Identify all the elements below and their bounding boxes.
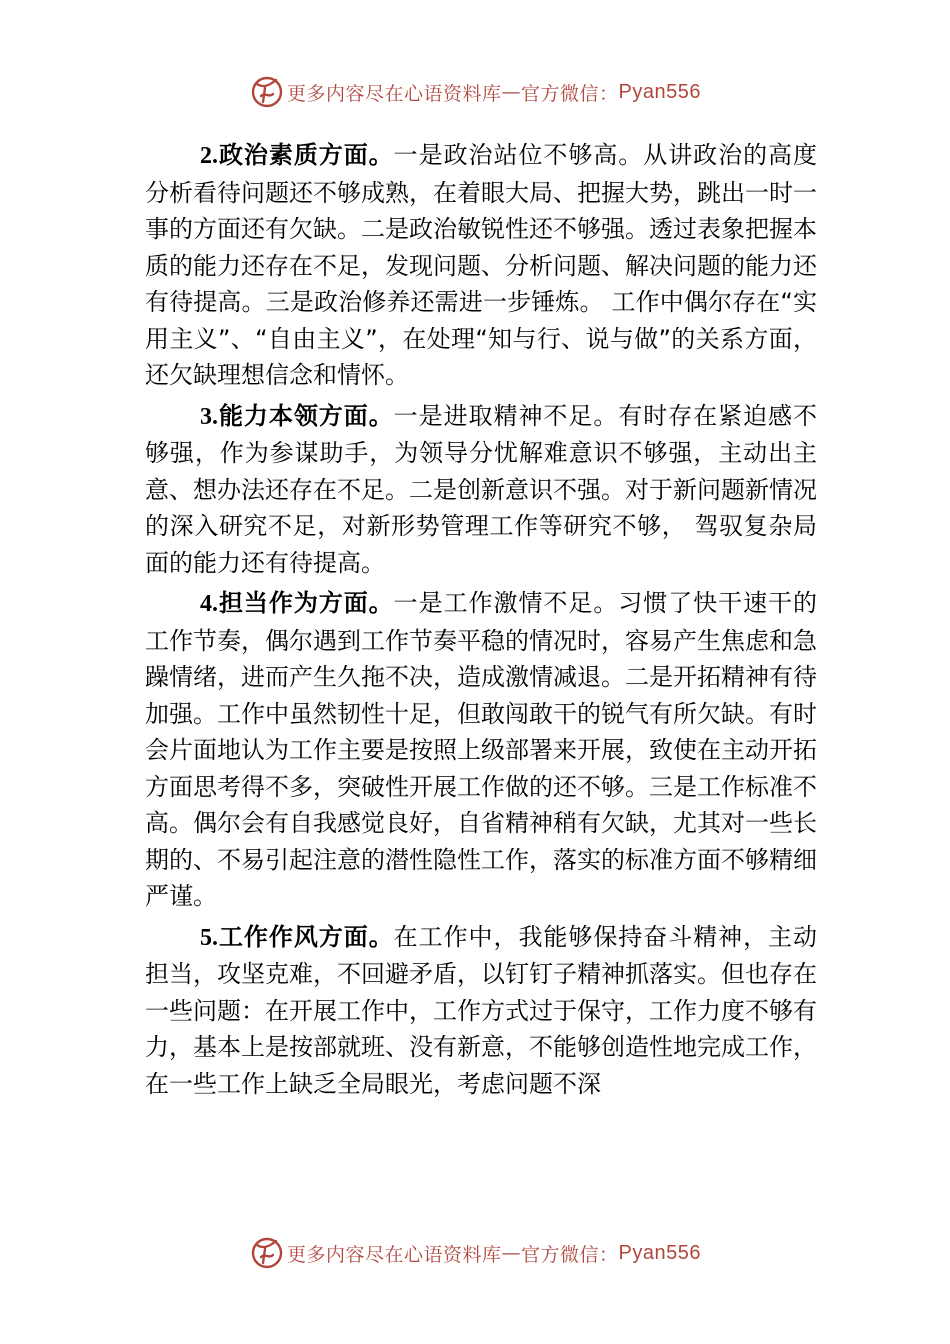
- section-body: 一是政治站位不够高。从讲政治的高度分析看待问题还不够成熟，在着眼大局、把握大势，跳出一时一事的方面还有欠缺。二是政治敏锐性还不够强。透过表象把握本质的能力还存在不足，发现问题、分析问题、解决问题的能力还有待提高。三是政治修养还需进一步锤炼。 工作中偶尔存在“实用主义”、“自由主义”，在处理“知与行、说与做”的关系方面，还欠缺理想信念和情怀。: [145, 141, 818, 389]
- section-number: 4.: [200, 591, 218, 617]
- watermark-separator: —: [501, 1242, 522, 1264]
- section-ability: [145, 398, 817, 582]
- logo-icon: [249, 1235, 285, 1271]
- watermark-wechat-id: Pyan556: [618, 80, 701, 103]
- section-number: 2.: [200, 143, 218, 169]
- logo-icon: [249, 74, 285, 110]
- watermark-separator: —: [501, 81, 522, 103]
- section-work-style: [145, 919, 817, 1103]
- section-body: 在工作中，我能够保持奋斗精神，主动担当，攻坚克难，不回避矛盾，以钉钉子精神抓落实。但也存在一些问题：在开展工作中，工作方式过于保守，工作力度不够有力，基本上是按部就班、没有新意，不能够创造性地完成工作，在一些工作上缺乏全局眼光，考虑问题不深: [145, 922, 818, 1098]
- document-body: [145, 137, 817, 1106]
- section-heading: 能力本领方面。: [218, 401, 394, 430]
- watermark-wechat-label: 官方微信：: [521, 1243, 619, 1266]
- section-number: 3.: [200, 403, 218, 430]
- section-body: 一是进取精神不足。有时存在紧迫感不够强，作为参谋助手，为领导分忧解难意识不够强，主动出主意、想办法还存在不足。二是创新意识不强。对于新问题新情况的深入研究不足，对新形势管理工作等研究不够， 驾驭复杂局面的能力还有待提高。: [145, 401, 818, 577]
- section-body: 一是工作激情不足。习惯了快干速干的工作节奏，偶尔遇到工作节奏平稳的情况时，容易产生焦虑和急躁情绪，进而产生久拖不决，造成激情减退。二是开拓精神有待加强。工作中虽然韧性十足，但敢闯敢干的锐气有所欠缺。有时会片面地认为工作主要是按照上级部署来开展，致使在主动开拓方面思考得不多，突破性开展工作做的还不够。三是工作标准不高。偶尔会有自我感觉良好，自省精神稍有欠缺，尤其对一些长期的、不易引起注意的潜性隐性工作，落实的标准方面不够精细严谨。: [145, 589, 818, 910]
- header-watermark: [0, 70, 950, 114]
- section-heading: 工作作风方面。: [218, 922, 394, 951]
- watermark-wechat-id: Pyan556: [618, 1241, 701, 1264]
- section-responsibility: [145, 585, 817, 915]
- watermark-text: 更多内容尽在心语资料库: [287, 82, 502, 105]
- watermark-wechat-label: 官方微信：: [521, 82, 619, 105]
- footer-watermark: [0, 1231, 950, 1275]
- section-political-quality: [145, 137, 817, 394]
- section-heading: 政治素质方面。: [218, 141, 394, 169]
- section-heading: 担当作为方面。: [218, 589, 394, 617]
- section-number: 5.: [200, 924, 218, 951]
- watermark-text: 更多内容尽在心语资料库: [287, 1243, 502, 1266]
